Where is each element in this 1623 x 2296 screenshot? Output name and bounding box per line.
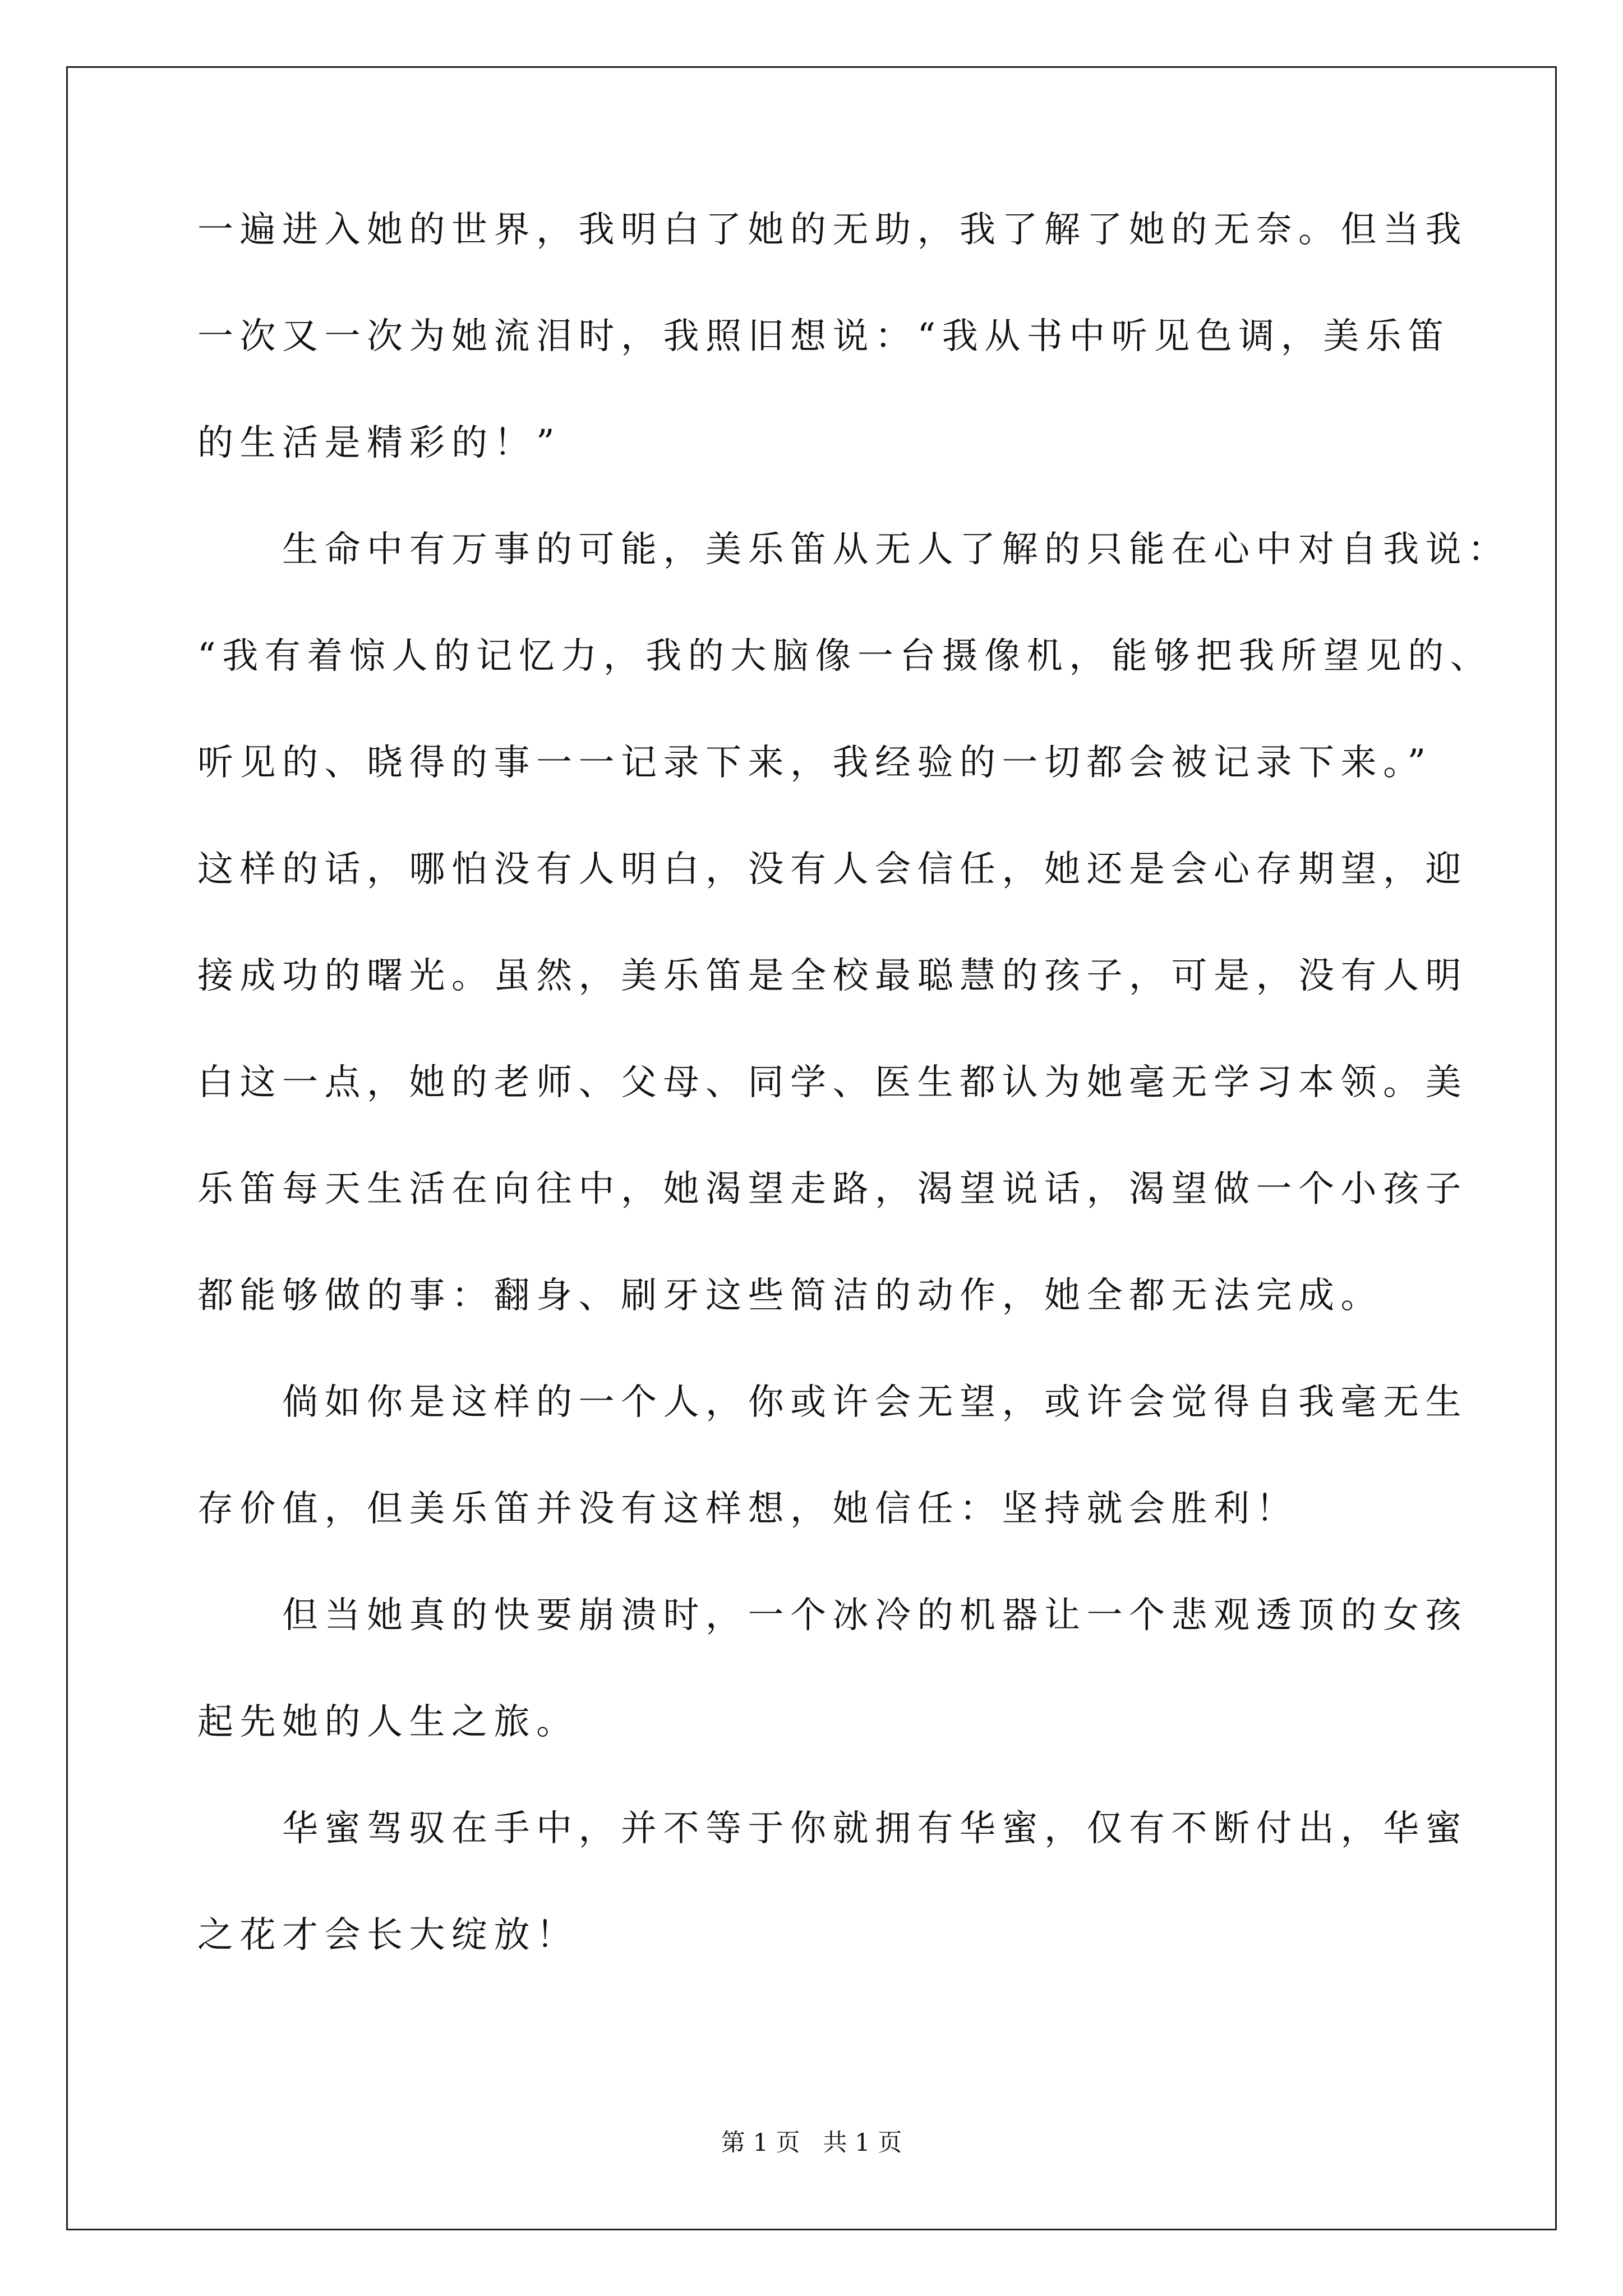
text-line: 一次又一次为她流泪时，我照旧想说：“我从书中听见色调，美乐笛 xyxy=(197,316,1450,357)
text-line: 乐笛每天生活在向往中，她渴望走路，渴望说话，渴望做一个小孩子 xyxy=(197,1168,1468,1210)
text-line: 起先她的人生之旅。 xyxy=(197,1701,579,1743)
text-line: 之花才会长大绽放！ xyxy=(197,1915,579,1956)
text-line: 白这一点，她的老师、父母、同学、医生都认为她毫无学习本领。美 xyxy=(197,1062,1468,1103)
text-line: 但当她真的快要崩溃时，一个冰冷的机器让一个悲观透顶的女孩 xyxy=(197,1595,1468,1636)
text-line: 倘如你是这样的一个人，你或许会无望，或许会觉得自我毫无生 xyxy=(197,1382,1468,1423)
text-line: 华蜜驾驭在手中，并不等于你就拥有华蜜，仅有不断付出，华蜜 xyxy=(197,1808,1468,1849)
page-border xyxy=(66,66,1557,2230)
text-line: 这样的话，哪怕没有人明白，没有人会信任，她还是会心存期望，迎 xyxy=(197,849,1468,890)
text-line: 生命中有万事的可能，美乐笛从无人了解的只能在心中对自我说： xyxy=(197,529,1510,570)
text-line: 的生活是精彩的！” xyxy=(197,422,561,464)
page-footer: 第 1 页 共 1 页 xyxy=(721,2129,902,2157)
text-line: “我有着惊人的记忆力，我的大脑像一台摄像机，能够把我所望见的、 xyxy=(197,636,1493,677)
text-line: 都能够做的事：翻身、刷牙这些简洁的动作，她全都无法完成。 xyxy=(197,1275,1383,1317)
text-line: 听见的、晓得的事一一记录下来，我经验的一切都会被记录下来。” xyxy=(197,742,1432,784)
text-line: 接成功的曙光。虽然，美乐笛是全校最聪慧的孩子，可是，没有人明 xyxy=(197,955,1468,997)
text-line: 存价值，但美乐笛并没有这样想，她信任：坚持就会胜利！ xyxy=(197,1488,1298,1530)
text-line: 一遍进入她的世界，我明白了她的无助，我了解了她的无奈。但当我 xyxy=(197,209,1468,251)
